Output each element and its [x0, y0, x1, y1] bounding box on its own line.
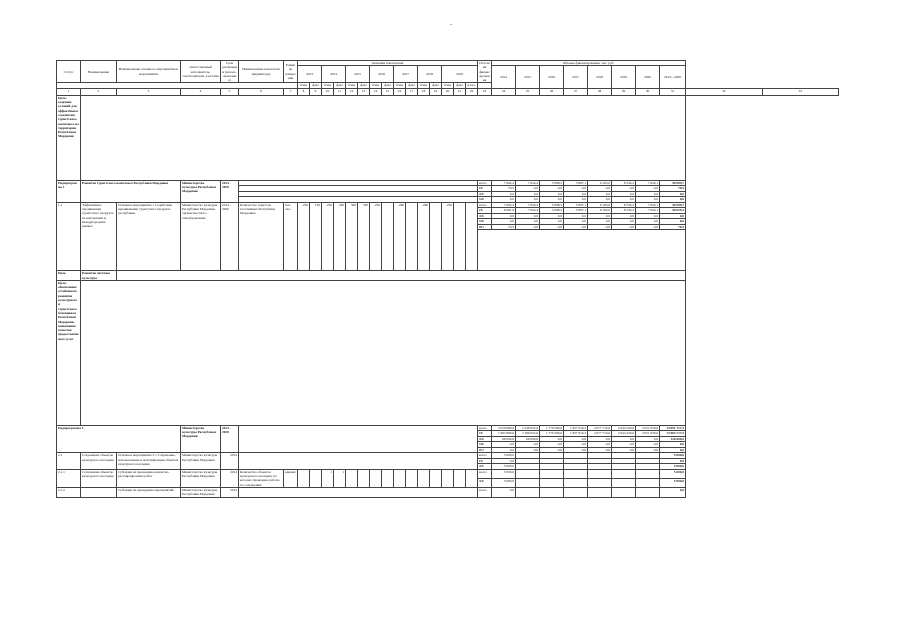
- fin-cell: 9 163,0: [588, 208, 612, 214]
- fin-cell: 0,0: [636, 442, 660, 448]
- fin-cell: 13 965 717,5: [660, 431, 686, 437]
- fin-cell: 0,0: [564, 197, 588, 203]
- fin-cell: 0,0: [540, 186, 564, 192]
- fin-cell: 0,0: [660, 442, 686, 448]
- header-indicator: Наименование показателя (индикатора): [239, 61, 284, 83]
- fin-cell: 5 897,1: [564, 180, 588, 186]
- column-number: 31: [660, 88, 686, 95]
- fin-source: РБ: [478, 458, 492, 464]
- fin-cell: 0,0: [540, 442, 564, 448]
- fin-cell: 2 189 652,6: [516, 431, 540, 437]
- fin-source: ВИ: [478, 447, 492, 453]
- header-fin-year: 2020: [636, 66, 660, 88]
- header-period: Срок реализации (начало, окончание): [222, 61, 237, 83]
- fin-cell: 0,0: [540, 219, 564, 225]
- program1-executor: Министерство культуры Республики Мордовия: [181, 180, 221, 202]
- fin-cell: 7 024,4: [516, 208, 540, 214]
- header-unit: Единица измерения: [284, 61, 298, 83]
- column-number: 12: [346, 88, 358, 95]
- fin-cell: 60 000,0: [516, 436, 540, 442]
- row-2-1-2-executor: Министерство культуры Республики Мордовия: [181, 488, 221, 498]
- fin-source: ФБ: [478, 478, 492, 487]
- column-number: 24: [492, 88, 516, 95]
- fin-cell: 0,0: [516, 213, 540, 219]
- header-fin-year: 2014—2020: [660, 66, 686, 88]
- fin-cell: 7 024,4: [516, 202, 540, 208]
- sub-plan: план: [298, 83, 310, 88]
- column-number: 18: [418, 88, 430, 95]
- fin-cell: 0,0: [540, 197, 564, 203]
- header-fin-year: 2015: [516, 66, 540, 88]
- program1-title: Развитие туристского комплекса Республики Мордовия: [81, 180, 181, 202]
- column-number: 13: [358, 88, 370, 95]
- column-number: 26: [540, 88, 564, 95]
- fin-cell: 0,0: [588, 191, 612, 197]
- fin-cell: 0,0: [636, 197, 660, 203]
- column-number: 4: [181, 88, 221, 95]
- fin-source: МБ: [478, 219, 492, 225]
- column-number: 7: [284, 88, 298, 95]
- value-cell: [430, 202, 442, 271]
- fin-cell: 0,0: [612, 191, 636, 197]
- fin-cell: 0,0: [540, 436, 564, 442]
- fin-cell: 2 044 229,0: [612, 425, 636, 431]
- program2-code: Подпрограмма 2: [57, 425, 181, 453]
- fin-cell: 0,0: [660, 447, 686, 453]
- fin-cell: 0,0: [612, 224, 636, 230]
- fin-cell: 0,0: [588, 186, 612, 192]
- fin-cell: 0,0: [660, 219, 686, 225]
- fin-cell: 2 059 969,6: [492, 425, 516, 431]
- fin-cell: 9 163,0: [588, 202, 612, 208]
- sub-plan: план: [418, 83, 430, 88]
- row-2-1-2-measure: Субсидия на проведение мероприятий: [117, 488, 181, 498]
- fin-cell: 0,0: [564, 219, 588, 225]
- row-2-1-1-name: Сохранение объектов культурного наследия: [81, 469, 117, 487]
- fin-cell: 0,0: [564, 436, 588, 442]
- sub-fact: факт: [334, 83, 346, 88]
- fin-cell: 0,0: [588, 442, 612, 448]
- row-2-1-code: 2.1: [57, 453, 81, 470]
- value-cell: [382, 202, 394, 271]
- column-number: 27: [564, 88, 588, 95]
- fin-source: всего: [478, 202, 492, 208]
- column-number: 17: [406, 88, 418, 95]
- fin-cell: 0,0: [612, 219, 636, 225]
- header-year: 2019: [442, 66, 478, 83]
- row-2-1-measure: Основное мероприятие 2.1 Сохранение, использование и популяризация объектов культурного наследия: [117, 453, 181, 470]
- value-cell: 150: [310, 202, 322, 271]
- fin-cell: 0,0: [564, 447, 588, 453]
- fin-cell: 6 991,9: [492, 208, 516, 214]
- fin-source: МБ: [478, 197, 492, 203]
- sub-fact: факт: [382, 83, 394, 88]
- fin-cell: 0,0: [612, 442, 636, 448]
- fin-cell: 7 062,4: [492, 202, 516, 208]
- fin-cell: 1 837 916,3: [564, 431, 588, 437]
- fin-cell: 0,0: [492, 191, 516, 197]
- fin-cell: 1 770 590,0: [540, 431, 564, 437]
- sub-fact: факт: [406, 83, 418, 88]
- fin-cell: 0,0: [636, 447, 660, 453]
- header-name: Наименование: [81, 61, 117, 83]
- fin-cell: 2 044 229,0: [612, 431, 636, 437]
- fin-cell: 8 234,2: [612, 208, 636, 214]
- row-1-1-code: 1.1: [57, 202, 81, 271]
- fin-cell: 0,0: [588, 197, 612, 203]
- header-finance-group: Объемы финансирования, тыс. руб.: [492, 61, 686, 66]
- row-2-1-2-code: 2.1.2: [57, 488, 81, 498]
- column-number: 29: [612, 88, 636, 95]
- column-number: 11: [334, 88, 346, 95]
- section1-goal: Цель: создание условий для эффективного развития туристского комплекса на территории Республики Мордовия: [57, 95, 81, 180]
- fin-source: ВИ: [478, 224, 492, 230]
- fin-cell: 2 051 650,0: [636, 425, 660, 431]
- fin-source: всего: [478, 180, 492, 186]
- value-cell: 250: [370, 202, 382, 271]
- column-number: 14: [370, 88, 382, 95]
- fin-cell: 0,0: [492, 447, 516, 453]
- program2-executor: Министерство культуры Республики Мордовия: [181, 425, 221, 453]
- fin-cell: 0,0: [612, 197, 636, 203]
- fin-cell: 0,0: [636, 219, 660, 225]
- column-number: 2: [81, 88, 117, 95]
- fin-cell: 0,0: [612, 436, 636, 442]
- fin-cell: 0,0: [540, 447, 564, 453]
- fin-cell: 2 051 650,0: [636, 431, 660, 437]
- column-number: 9: [310, 88, 322, 95]
- sub-plan: план: [370, 83, 382, 88]
- sub-plan: план: [346, 83, 358, 88]
- sub-fact: факт: [454, 83, 466, 88]
- row-2-1-period: 2014: [221, 453, 239, 470]
- fin-cell: 50 099,7: [660, 202, 686, 208]
- fin-cell: 0,0: [588, 436, 612, 442]
- header-measures: Наименование основного мероприятия и мероприятия: [117, 61, 181, 83]
- header-executor: Ответственный исполнитель, соисполнители, участник: [181, 61, 221, 83]
- fin-cell: 0,0: [612, 213, 636, 219]
- row-2-1-1-code: 2.1.1: [57, 469, 81, 487]
- fin-cell: 0,0: [492, 213, 516, 219]
- column-number: 28: [588, 88, 612, 95]
- column-number: 1: [57, 88, 81, 95]
- fin-cell: 5 000,0: [660, 453, 686, 459]
- fin-cell: 0,0: [516, 224, 540, 230]
- fin-source: всего: [478, 425, 492, 431]
- fin-cell: 7 620,1: [636, 202, 660, 208]
- fin-cell: 0,0: [564, 224, 588, 230]
- fin-cell: 0,0: [660, 458, 686, 464]
- fin-cell: 1 993 969,6: [492, 431, 516, 437]
- section2-title: Развитие системы культуры: [81, 271, 117, 281]
- header-source: Источник финансирования: [479, 61, 490, 83]
- fin-cell: 0,0: [516, 197, 540, 203]
- fin-cell: 8 234,2: [612, 202, 636, 208]
- fin-cell: 0,0: [540, 191, 564, 197]
- fin-cell: 5 897,1: [564, 202, 588, 208]
- column-number: 15: [382, 88, 394, 95]
- fin-cell: 0,0: [612, 186, 636, 192]
- column-number: 22: [466, 88, 478, 95]
- fin-cell: 5 000,0: [492, 464, 516, 470]
- column-numbers-row: [57, 88, 839, 95]
- fin-cell: 66 000,0: [492, 436, 516, 442]
- section2-code: Цель: [57, 271, 81, 281]
- fin-cell: 7 620,1: [636, 180, 660, 186]
- value-cell: 250: [442, 202, 454, 271]
- header-year: 2013: [298, 66, 322, 83]
- fin-source: ФБ: [478, 464, 492, 470]
- fin-cell: 2 249 652,6: [516, 425, 540, 431]
- fin-cell: 5 000,0: [660, 469, 686, 478]
- row-2-1-1-period: 2014: [221, 469, 239, 487]
- fin-cell: 7 620,1: [636, 208, 660, 214]
- fin-cell: 0,0: [660, 191, 686, 197]
- column-number: 3: [117, 88, 181, 95]
- row-1-1-unit: тыс. чел.: [284, 202, 298, 271]
- column-number: 6: [239, 88, 284, 95]
- column-number: 33: [762, 88, 838, 95]
- row-2-1-name: Сохранение объектов культурного наследия: [81, 453, 117, 470]
- row-2-1-2-period: 2014: [221, 488, 239, 498]
- header-fin-year: 2019: [612, 66, 636, 88]
- fin-cell: 0,0: [492, 458, 516, 464]
- header-year: 2015: [346, 66, 370, 83]
- fin-cell: 70,5: [660, 186, 686, 192]
- fin-cell: 5 098,5: [540, 202, 564, 208]
- fin-cell: 0,0: [636, 224, 660, 230]
- column-number: 32: [686, 88, 762, 95]
- sub-plan: план: [442, 83, 454, 88]
- fin-source: ФБ: [478, 213, 492, 219]
- page-number-mark: -: [450, 22, 452, 28]
- fin-cell: 0,0: [660, 197, 686, 203]
- fin-cell: 5 000,0: [492, 453, 516, 459]
- fin-cell: 8 234,2: [612, 180, 636, 186]
- fin-source: РБ: [478, 431, 492, 437]
- fin-cell: 0,0: [516, 447, 540, 453]
- header-year: 2017: [394, 66, 418, 83]
- fin-cell: 0,0: [660, 488, 686, 498]
- fin-cell: 0,0: [564, 213, 588, 219]
- value-cell: 300: [346, 202, 358, 271]
- sub-fact: факт: [358, 83, 370, 88]
- sub-fact: факт: [430, 83, 442, 88]
- fin-cell: 0,0: [636, 436, 660, 442]
- column-number: 5: [221, 88, 239, 95]
- fin-cell: 5 000,0: [660, 464, 686, 470]
- fin-cell: 5 897,1: [564, 208, 588, 214]
- sub-total: итого: [466, 83, 478, 88]
- row-2-1-1-unit: единиц: [284, 469, 298, 487]
- fin-cell: 0,0: [516, 186, 540, 192]
- fin-cell: 0,0: [516, 191, 540, 197]
- fin-cell: 0,0: [540, 224, 564, 230]
- fin-cell: 5 000,0: [492, 469, 516, 478]
- fin-cell: 14 091 717,5: [660, 425, 686, 431]
- row-1-1-period: 2014 - 2020: [221, 202, 239, 271]
- fin-cell: 7 062,4: [492, 180, 516, 186]
- column-number: 20: [442, 88, 454, 95]
- row-2-1-executor: Министерство культуры Республики Мордовия: [181, 453, 221, 470]
- value-cell: 1: [322, 469, 334, 487]
- fin-cell: 70,5: [660, 224, 686, 230]
- row-1-1-indicator: Количество туристов, посетивших Республику Мордовию: [239, 202, 284, 271]
- fin-cell: 0,0: [636, 186, 660, 192]
- fin-source: МБ: [478, 442, 492, 448]
- fin-cell: 0,0: [636, 213, 660, 219]
- fin-cell: 0,0: [588, 219, 612, 225]
- fin-cell: 0,0: [516, 219, 540, 225]
- fin-cell: 0,0: [588, 213, 612, 219]
- header-year: 2018: [418, 66, 442, 83]
- fin-cell: 7 024,4: [516, 180, 540, 186]
- column-number: 30: [636, 88, 660, 95]
- column-number: 21: [454, 88, 466, 95]
- fin-cell: 0,0: [540, 213, 564, 219]
- value-cell: [406, 202, 418, 271]
- row-1-1-measure: Основное мероприятие 1 Содействие продвижению туристского продукта республики: [117, 202, 181, 271]
- column-number: 10: [322, 88, 334, 95]
- row-2-1-1-executor: Министерство культуры Республики Мордовия: [181, 469, 221, 487]
- header-fin-year: 2017: [564, 66, 588, 88]
- fin-cell: 70,5: [492, 186, 516, 192]
- program1-period: 2014 - 2020: [221, 180, 239, 202]
- column-number: 16: [394, 88, 406, 95]
- fin-source: всего: [478, 469, 492, 478]
- row-2-1-1-measure: Субсидия на проведение ремонтно-реставрационных работ: [117, 469, 181, 487]
- fin-cell: 5 098,5: [540, 208, 564, 214]
- fin-cell: 0,0: [564, 442, 588, 448]
- fin-cell: 0,0: [492, 197, 516, 203]
- fin-cell: 50 029,2: [660, 208, 686, 214]
- column-number: 19: [430, 88, 442, 95]
- fin-cell: 0,0: [492, 219, 516, 225]
- program2-period: 2014 - 2020: [221, 425, 239, 453]
- sub-plan: план: [322, 83, 334, 88]
- column-number: 8: [298, 88, 310, 95]
- row-2-1-1-indicator: Количество объектов культурного наследия, на которых проведены работы по сохранению: [239, 469, 284, 487]
- value-cell: 260: [418, 202, 430, 271]
- header-values-group: Значения показателей: [298, 61, 478, 66]
- fin-cell: 0,0: [492, 442, 516, 448]
- row-1-1-executor: Министерство культуры Республики Мордовия, органы местного самоуправления: [181, 202, 221, 271]
- header-fin-year: 2016: [540, 66, 564, 88]
- fin-cell: 5 098,5: [540, 180, 564, 186]
- header-year: 2014: [322, 66, 346, 83]
- row-1-1-name: Эффективное продвижение туристского продукта на внутреннем и международном рынках: [81, 202, 117, 271]
- fin-cell: 0,0: [492, 488, 516, 498]
- value-cell: 250: [322, 202, 334, 271]
- fin-source: ФБ: [478, 191, 492, 197]
- header-year: 2016: [370, 66, 394, 83]
- program1-code: Подпрограмма 1: [57, 180, 81, 202]
- column-number: 25: [516, 88, 540, 95]
- fin-cell: 9 163,0: [588, 180, 612, 186]
- value-cell: 260: [394, 202, 406, 271]
- header-code: Статус: [57, 61, 81, 83]
- value-cell: 450: [334, 202, 346, 271]
- fin-cell: 0,0: [612, 447, 636, 453]
- fin-cell: 1 770 590,0: [540, 425, 564, 431]
- header-fin-year: 2018: [588, 66, 612, 88]
- value-cell: 350: [358, 202, 370, 271]
- fin-cell: 5 000,0: [492, 478, 516, 487]
- sub-fact: факт: [310, 83, 322, 88]
- fin-cell: 2 077 710,0: [588, 425, 612, 431]
- value-cell: 1: [334, 469, 346, 487]
- header-fin-year: 2014: [492, 66, 516, 88]
- fin-cell: 2 077 710,0: [588, 431, 612, 437]
- fin-cell: 0,0: [588, 224, 612, 230]
- fin-source: РБ: [478, 208, 492, 214]
- fin-cell: 70,5: [492, 224, 516, 230]
- program-table: [56, 60, 839, 498]
- sub-plan: план: [394, 83, 406, 88]
- fin-cell: 126 000,0: [660, 436, 686, 442]
- section2-goal: Цель: обеспечение устойчивого развития культурного и туристского потенциала Республики Мордовия, повышение качества предоставляемых услуг: [57, 280, 81, 425]
- fin-source: всего: [478, 453, 492, 459]
- fin-source: РБ: [478, 186, 492, 192]
- fin-cell: 1 837 916,3: [564, 425, 588, 431]
- column-number: 23: [478, 88, 492, 95]
- fin-cell: 0,0: [660, 213, 686, 219]
- fin-cell: 50 099,7: [660, 180, 686, 186]
- fin-source: ФБ: [478, 436, 492, 442]
- fin-cell: 0,0: [564, 191, 588, 197]
- fin-cell: 0,0: [564, 186, 588, 192]
- fin-cell: 0,0: [636, 191, 660, 197]
- fin-cell: 0,0: [588, 447, 612, 453]
- fin-cell: 0,0: [516, 442, 540, 448]
- fin-source: всего: [478, 488, 492, 498]
- fin-cell: 5 000,0: [660, 478, 686, 487]
- value-cell: 250: [298, 202, 310, 271]
